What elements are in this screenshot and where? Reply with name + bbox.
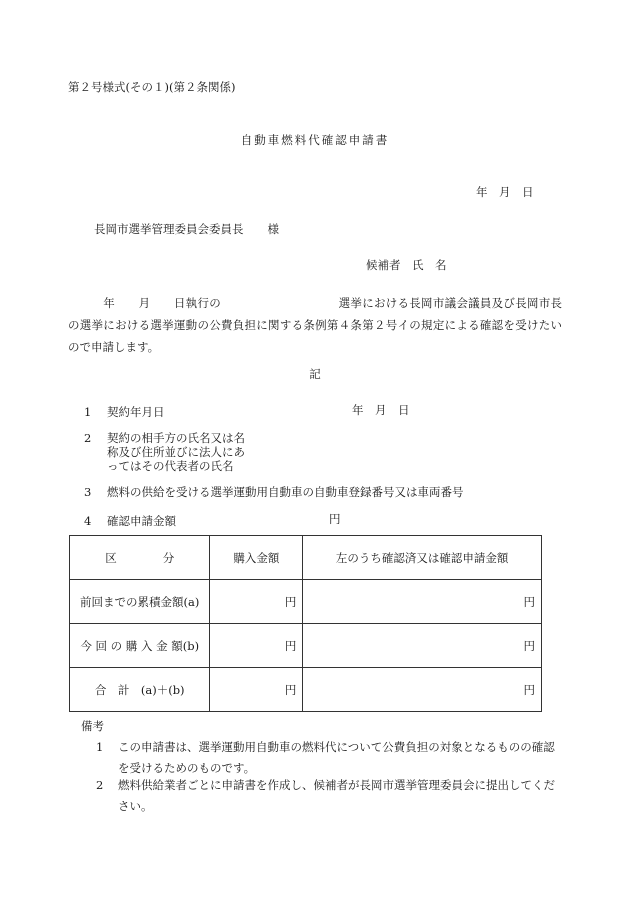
remark-2-number: 2	[96, 778, 104, 792]
table-row	[70, 580, 542, 624]
table-row	[70, 624, 542, 668]
table-header-row	[70, 536, 542, 580]
item-4-label: 確認申請金額	[107, 514, 176, 528]
item-1-number: 1	[84, 405, 92, 419]
table-header-confirmed: 左のうち確認済又は確認申請金額	[303, 536, 542, 580]
amounts-table	[69, 535, 542, 712]
purchase-amount-cell: 円	[210, 624, 303, 668]
item-2-number: 2	[84, 431, 92, 445]
addressee-honorific: 様	[267, 222, 279, 236]
row-label: 前回までの累積金額(a)	[70, 580, 210, 624]
addressee-name: 長岡市選挙管理委員会委員長	[94, 222, 244, 236]
table-row	[70, 668, 542, 712]
addressee	[94, 224, 279, 236]
purchase-amount-cell: 円	[210, 580, 303, 624]
item-1-date: 年 月 日	[352, 403, 410, 417]
document-title: 自動車燃料代確認申請書	[240, 133, 390, 147]
row-label: 合 計 (a)＋(b)	[70, 668, 210, 712]
table-header-purchase: 購入金額	[210, 536, 303, 580]
row-label: 今 回 の 購 入 金 額(b)	[70, 624, 210, 668]
purchase-amount-cell: 円	[210, 668, 303, 712]
item-4-number: 4	[84, 514, 92, 528]
form-number: 第２号様式(その１)(第２条関係)	[68, 80, 236, 94]
remarks-title: 備考	[81, 719, 104, 733]
item-1-label: 契約年月日	[107, 405, 165, 419]
confirmed-amount-cell: 円	[303, 668, 542, 712]
confirmed-amount-cell: 円	[303, 624, 542, 668]
applicant-label: 候補者 氏 名	[366, 258, 447, 272]
remark-1-number: 1	[96, 740, 104, 754]
item-3-number: 3	[84, 485, 92, 499]
date-line: 年 月 日	[476, 185, 534, 199]
item-3-label: 燃料の供給を受ける選挙運動用自動車の自動車登録番号又は車両番号	[107, 485, 464, 499]
table-header-category: 区 分	[70, 536, 210, 580]
item-2-label: 契約の相手方の氏名又は名 称及び住所並びに法人にあ ってはその代表者の氏名	[107, 431, 245, 473]
body-text: 年 月 日執行の 選挙における長岡市議会議員及び長岡市長の選挙における選挙運動の公費負担に関する条例第４条第２号イの規定による確認を受けたいので申請します。	[68, 296, 562, 354]
confirmed-amount-cell: 円	[303, 580, 542, 624]
remark-2-text: 燃料供給業者ごとに申請書を作成し、候補者が長岡市選挙管理委員会に提出してください。	[118, 778, 555, 813]
remark-1-text: この申請書は、選挙運動用自動車の燃料代について公費負担の対象となるものの確認を受けるためのものです。	[118, 740, 555, 775]
ki-heading: 記	[309, 367, 321, 381]
item-4-unit: 円	[329, 512, 341, 526]
